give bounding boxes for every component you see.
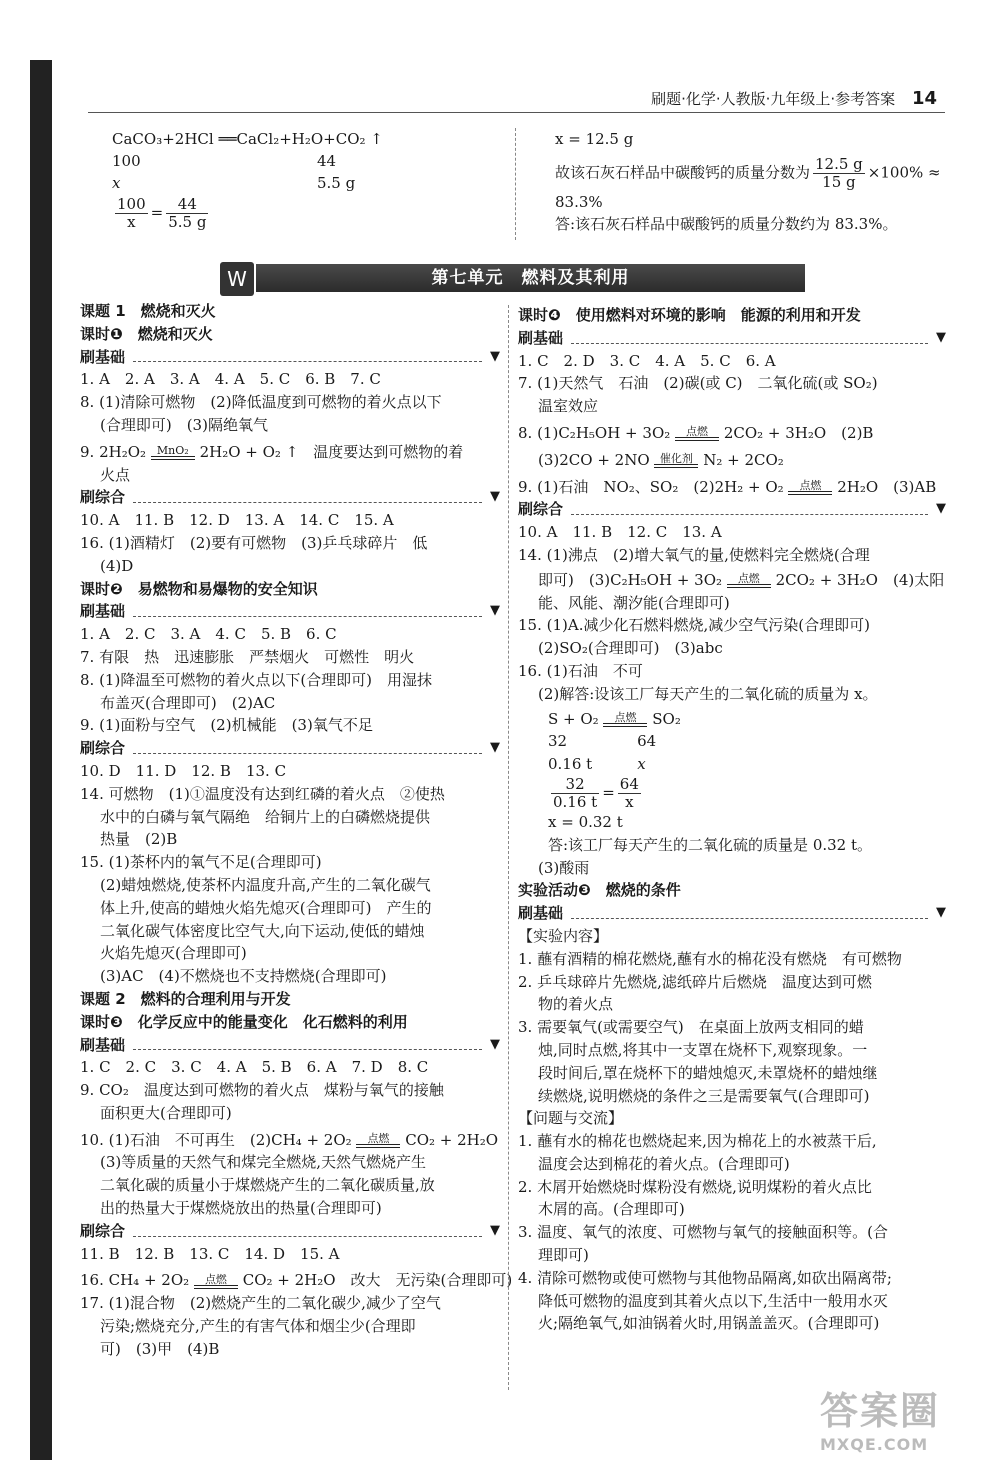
answer-line: 即可) (3)C₂H₅OH + 3O₂ 点燃 2CO₂ + 3H₂O (4)太阳 — [538, 570, 945, 589]
section-comprehensive: 刷综合 ▼ — [518, 498, 946, 521]
section-comprehensive: 刷综合 ▼ — [80, 486, 500, 509]
proportion: $\frac{32}{0.16 t}$ = $\frac{64}{x}$ — [553, 774, 639, 811]
left-column — [80, 300, 513, 1361]
triangle-down-icon: ▼ — [490, 489, 500, 505]
section-basic: 刷基础 ▼ — [80, 600, 500, 623]
period-title: 课时❶ 燃烧和灭火 — [80, 324, 213, 343]
calc-row: 32 64 — [548, 732, 657, 751]
site-watermark: 答案圈 MXQE.COM — [820, 1389, 941, 1454]
reaction-arrow: 点燃 — [727, 573, 771, 588]
answer-line: 火焰先熄灭(合理即可) — [100, 944, 247, 963]
answer-line: 1. 蘸有酒精的棉花燃烧,蘸有水的棉花没有燃烧 有可燃物 — [518, 949, 902, 968]
answer-line: 8. (1)降温至可燃物的着火点以下(合理即可) 用湿抹 — [80, 670, 433, 689]
answer-line: 火点 — [100, 465, 131, 484]
answer-line: 16. (1)酒精灯 (2)要有可燃物 (3)乒乓球碎片 低 — [80, 533, 428, 552]
book-icon: W — [220, 262, 254, 296]
answer-line: 4. 清除可燃物或使可燃物与其他物品隔离,如砍出隔离带; — [518, 1268, 892, 1287]
answer-line: 烛,同时点燃,将其中一支罩在烧杯下,观察现象。一 — [538, 1040, 868, 1059]
answer-line: 7. 有限 热 迅速膨胀 严禁烟火 可燃性 明火 — [80, 647, 415, 666]
triangle-down-icon: ▼ — [490, 740, 500, 756]
answer-line: 15. (1)茶杯内的氧气不足(合理即可) — [80, 853, 322, 872]
section-basic: 刷基础 ▼ — [518, 902, 946, 925]
answer-line: 16. CH₄ + 2O₂ 点燃 CO₂ + 2H₂O 改大 无污染(合理即可) — [80, 1271, 513, 1290]
triangle-down-icon: ▼ — [936, 501, 946, 517]
answer-line: 3. 需要氧气(或需要空气) 在桌面上放两支相同的蜡 — [518, 1018, 864, 1037]
fraction: $\frac{12.5 g}{15 g}$ — [815, 155, 863, 191]
triangle-down-icon: ▼ — [490, 1222, 500, 1238]
lesson-title: 课题 1 燃烧和灭火 — [80, 302, 216, 320]
answer-line: 1. A 2. A 3. A 4. A 5. C 6. B 7. C — [80, 370, 381, 389]
answer-line: 9. 2H₂O₂ MnO₂ 2H₂O + O₂ ↑ 温度要达到可燃物的着 — [80, 442, 464, 461]
answer-line: 11. B 12. B 13. C 14. D 15. A — [80, 1244, 340, 1263]
answer-line: (3)AC (4)不燃烧也不支持燃烧(合理即可) — [100, 967, 387, 986]
answer-line: 1. A 2. C 3. A 4. C 5. B 6. C — [80, 625, 337, 644]
period-title: 课时❷ 易燃物和易爆物的安全知识 — [80, 579, 318, 598]
answer-line: 段时间后,罩在烧杯下的蜡烛熄灭,未罩烧杯的蜡烛继 — [538, 1063, 878, 1082]
reaction-arrow: 点燃 — [603, 712, 647, 727]
answer-line: 理即可) — [538, 1246, 589, 1265]
answer-line: 10. (1)石油 不可再生 (2)CH₄ + 2O₂ 点燃 CO₂ + 2H₂O — [80, 1130, 499, 1149]
reaction-arrow: 点燃 — [356, 1133, 400, 1148]
calc-block-left — [112, 128, 472, 231]
answer-line: 能、风能、潮汐能(合理即可) — [538, 593, 730, 612]
reaction-arrow: 点燃 — [194, 1274, 238, 1289]
reaction-arrow: 点燃 — [788, 480, 832, 495]
triangle-down-icon: ▼ — [490, 1036, 500, 1052]
answer-line: 2. 乒乓球碎片先燃烧,滤纸碎片后燃烧 温度达到可燃 — [518, 972, 872, 991]
period-title: 课时❹ 使用燃料对环境的影响 能源的利用和开发 — [518, 306, 861, 324]
calc-row: x 5.5 g — [112, 174, 356, 192]
answer-sentence: 答:该工厂每天产生的二氧化硫的质量是 0.32 t。 — [548, 835, 873, 854]
calc-row: 100 44 — [112, 152, 337, 170]
chem-equation: CaCO₃+2HCl ══CaCl₂+H₂O+CO₂ ↑ — [112, 130, 383, 148]
section-basic: 刷基础 ▼ — [80, 346, 500, 369]
answer-line: 9. (1)石油 NO₂、SO₂ (2)2H₂ + O₂ 点燃 2H₂O (3)AB — [518, 477, 937, 496]
answer-line: 降低可燃物的温度到其着火点以下,生活中一般用水灭 — [538, 1291, 888, 1310]
answer-line: 17. (1)混合物 (2)燃烧产生的二氧化碳少,减少了空气 — [80, 1294, 441, 1313]
column-divider — [508, 305, 509, 1390]
answer-line: 7. (1)天然气 石油 (2)碳(或 C) 二氧化硫(或 SO₂) — [518, 374, 878, 393]
answer-line: 15. (1)A.减少化石燃料燃烧,减少空气污染(合理即可) — [518, 616, 870, 635]
answer-line: 可) (3)甲 (4)B — [100, 1339, 220, 1358]
activity-title: 实验活动❸ 燃烧的条件 — [518, 881, 681, 900]
column-divider — [515, 128, 516, 240]
answer-line: 二氧化碳的质量小于煤燃烧产生的二氧化碳质量,放 — [100, 1176, 435, 1195]
calc-result: x = 12.5 g — [555, 130, 634, 148]
right-column — [518, 304, 946, 1335]
triangle-down-icon: ▼ — [936, 905, 946, 921]
answer-line: 热量 (2)B — [100, 830, 178, 849]
answer-line: 续燃烧,说明燃烧的条件之三是需要氧气(合理即可) — [538, 1086, 870, 1105]
answer-line: (3)2CO + 2NO 催化剂 N₂ + 2CO₂ — [538, 450, 784, 469]
answer-line: 面积更大(合理即可) — [100, 1103, 232, 1122]
answer-line: 出的热量大于煤燃烧放出的热量(合理即可) — [100, 1199, 382, 1218]
subsection-title: 【问题与交流】 — [518, 1109, 624, 1128]
fraction: $\frac{32}{0.16 t}$ — [553, 774, 598, 811]
period-title: 课时❸ 化学反应中的能量变化 化石燃料的利用 — [80, 1012, 408, 1031]
answer-line: 8. (1)C₂H₅OH + 3O₂ 点燃 2CO₂ + 3H₂O (2)B — [518, 423, 874, 442]
unit-title: 第七单元 燃料及其利用 — [256, 264, 805, 292]
page-header — [88, 88, 945, 113]
answer-line: 10. A 11. B 12. D 13. A 14. C 15. A — [80, 511, 394, 530]
answer-line: (合理即可) (3)隔绝氧气 — [100, 415, 268, 434]
answer-line: 8. (1)清除可燃物 (2)降低温度到可燃物的着火点以下 — [80, 393, 442, 412]
answer-line: 布盖灭(合理即可) (2)AC — [100, 693, 276, 712]
answer-line: (3)酸雨 — [538, 858, 590, 877]
page-number: 14 — [911, 88, 937, 109]
fraction: $\frac{44}{5.5 g}$ — [168, 195, 207, 231]
reaction-arrow: 点燃 — [675, 426, 719, 441]
triangle-down-icon: ▼ — [490, 603, 500, 619]
answer-line: (2)蜡烛燃烧,使茶杯内温度升高,产生的二氧化碳气 — [100, 875, 431, 894]
answer-line: 1. C 2. D 3. C 4. A 5. C 6. A — [518, 351, 776, 370]
answer-line: 温度会达到棉花的着火点。(合理即可) — [538, 1154, 790, 1173]
answer-line: 火;隔绝氧气,如油锅着火时,用锅盖盖灭。(合理即可) — [538, 1314, 880, 1333]
calc-percent: 83.3% — [555, 193, 603, 211]
answer-line: 水中的白磷与氧气隔绝 给铜片上的白磷燃烧提供 — [100, 807, 431, 826]
header-text — [651, 88, 937, 109]
answer-line: 2. 木屑开始燃烧时煤粉没有燃烧,说明煤粉的着火点比 — [518, 1177, 872, 1196]
reaction-arrow: 催化剂 — [654, 453, 698, 468]
calc-block-right — [555, 128, 955, 235]
answer-line: (2)SO₂(合理即可) (3)abc — [538, 639, 723, 658]
answer-line: 10. A 11. B 12. C 13. A — [518, 523, 722, 542]
triangle-down-icon: ▼ — [490, 348, 500, 364]
answer-line: 14. 可燃物 (1)①温度没有达到红磷的着火点 ②使热 — [80, 784, 445, 803]
answer-line: 14. (1)沸点 (2)增大氧气的量,使燃料完全燃烧(合理 — [518, 545, 870, 564]
answer-line: 污染;燃烧充分,产生的有害气体和烟尘少(合理即 — [100, 1317, 416, 1336]
answer-line: 1. 蘸有水的棉花也燃烧起来,因为棉花上的水被蒸干后, — [518, 1132, 877, 1151]
section-comprehensive: 刷综合 ▼ — [80, 1220, 500, 1243]
answer-line: 10. D 11. D 12. B 13. C — [80, 761, 287, 780]
header-title: 刷题·化学·人教版·九年级上·参考答案 — [651, 90, 896, 108]
triangle-down-icon: ▼ — [936, 329, 946, 345]
calc-result: x = 0.32 t — [548, 812, 623, 831]
answer-sentence: 答:该石灰石样品中碳酸钙的质量分数约为 83.3%。 — [555, 215, 898, 233]
answer-line: (2)解答:设该工厂每天产生的二氧化硫的质量为 x。 — [538, 684, 878, 703]
unit-banner — [220, 262, 805, 292]
answer-line: 温室效应 — [538, 397, 599, 416]
subsection-title: 【实验内容】 — [518, 926, 609, 945]
answer-line: 9. CO₂ 温度达到可燃物的着火点 煤粉与氧气的接触 — [80, 1081, 444, 1100]
section-basic: 刷基础 ▼ — [518, 327, 946, 350]
answer-line: 3. 温度、氧气的浓度、可燃物与氧气的接触面积等。(合 — [518, 1223, 888, 1242]
section-comprehensive: 刷综合 ▼ — [80, 737, 500, 760]
fraction: $\frac{64}{x}$ — [619, 774, 639, 811]
calc-row: 0.16 t x — [548, 755, 646, 774]
answer-line: 木屑的高。(合理即可) — [538, 1200, 685, 1219]
answer-line: (3)等质量的天然气和煤完全燃烧,天然气燃烧产生 — [100, 1153, 427, 1172]
proportion: $\frac{100}{x}$ = $\frac{44}{5.5 g}$ — [117, 195, 207, 231]
answer-line: 物的着火点 — [538, 995, 614, 1014]
lesson-title: 课题 2 燃料的合理利用与开发 — [80, 989, 291, 1008]
answer-line: 9. (1)面粉与空气 (2)机械能 (3)氧气不足 — [80, 716, 373, 735]
answer-line: 16. (1)石油 不可 — [518, 661, 643, 680]
answer-line: (4)D — [100, 556, 134, 575]
fraction: $\frac{100}{x}$ — [117, 195, 146, 231]
answer-line: 二氧化碳气体密度比空气大,向下运动,使低的蜡烛 — [100, 921, 425, 940]
reaction-arrow: MnO₂ — [151, 445, 195, 460]
binding-spine — [30, 60, 52, 1460]
answer-line: S + O₂ 点燃 SO₂ — [548, 709, 681, 728]
answer-line: 体上升,使高的蜡烛火焰先熄灭(合理即可) 产生的 — [100, 898, 432, 917]
calc-sentence: 故该石灰石样品中碳酸钙的质量分数为 $\frac{12.5 g}{15 g}$ ×100% ≈ — [555, 155, 941, 191]
section-basic: 刷基础 ▼ — [80, 1034, 500, 1057]
answer-line: 1. C 2. C 3. C 4. A 5. B 6. A 7. D 8. C — [80, 1058, 429, 1077]
